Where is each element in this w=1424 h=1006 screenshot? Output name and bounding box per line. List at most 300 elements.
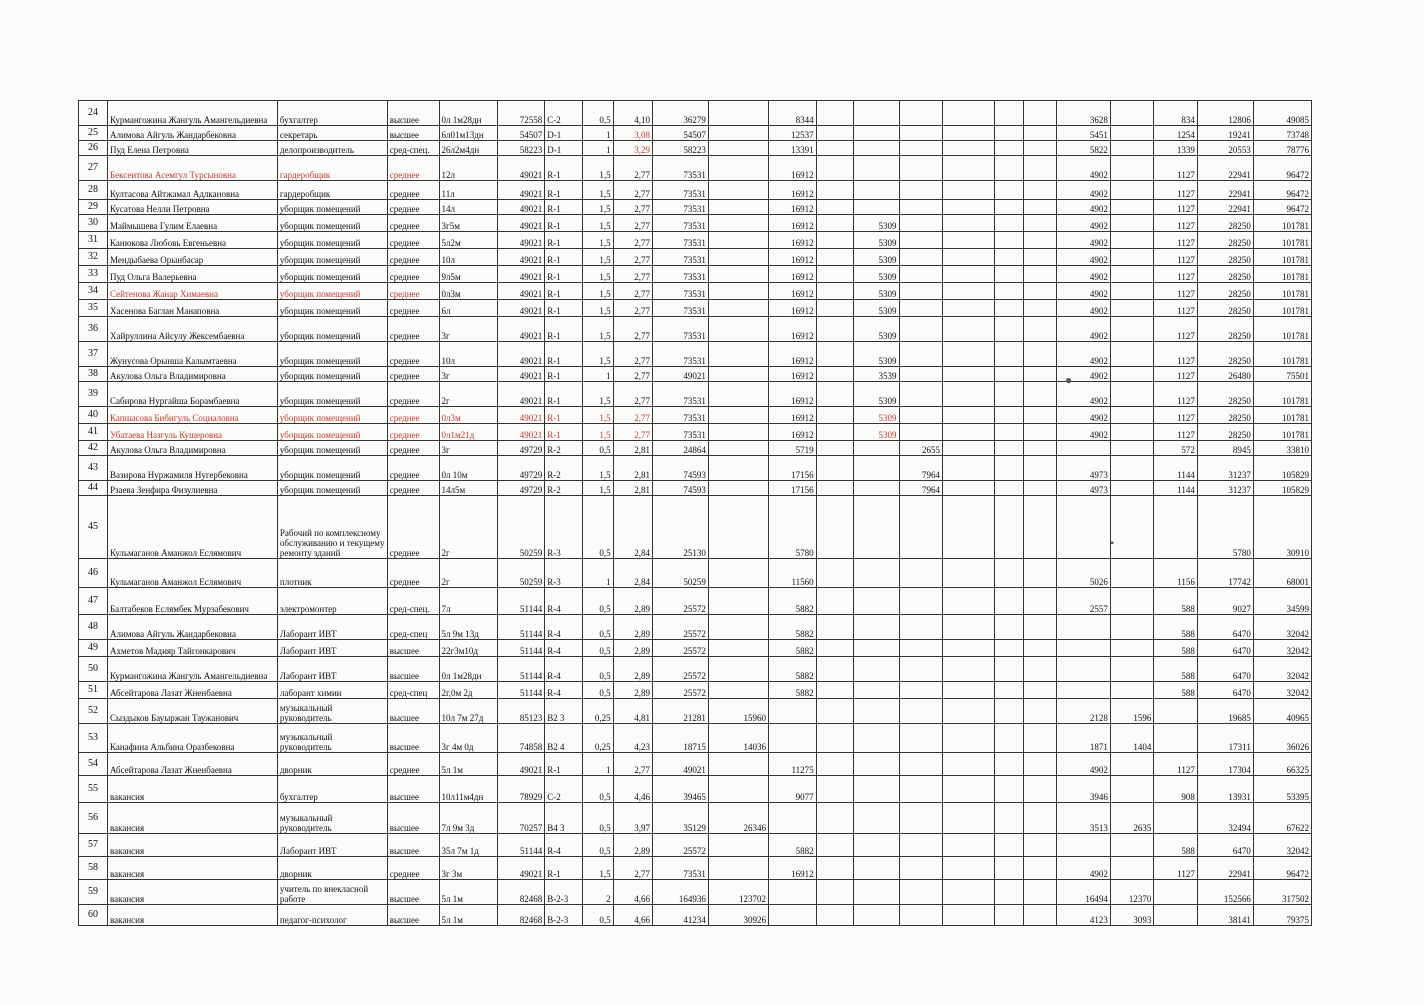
employee-name: Акулова Ольга Владимировна bbox=[108, 441, 278, 456]
col-14 bbox=[853, 776, 899, 803]
row-number: 46 bbox=[79, 559, 108, 588]
col-22: 17304 bbox=[1197, 753, 1253, 776]
row-total: 317502 bbox=[1253, 880, 1311, 905]
teacher-supplement bbox=[708, 232, 768, 249]
row-number: 56 bbox=[79, 803, 108, 834]
position: гардеробщик bbox=[277, 156, 387, 181]
col-16 bbox=[943, 424, 995, 441]
rate: 1 bbox=[582, 126, 613, 141]
row-total: 101781 bbox=[1253, 266, 1311, 283]
col-18 bbox=[1023, 367, 1056, 382]
col-13 bbox=[816, 441, 853, 456]
col-18 bbox=[1023, 342, 1056, 367]
position: лаборант химии bbox=[277, 682, 387, 699]
row-total: 40965 bbox=[1253, 699, 1311, 724]
position: уборщик помещений bbox=[277, 481, 387, 496]
coefficient: 2,81 bbox=[613, 456, 652, 481]
col-13 bbox=[816, 803, 853, 834]
grade-code: R-2 bbox=[545, 441, 582, 456]
col-22: 28250 bbox=[1197, 382, 1253, 407]
position: бухгалтер bbox=[277, 101, 387, 126]
row-total: 78776 bbox=[1253, 141, 1311, 156]
teacher-supplement: 30926 bbox=[708, 905, 768, 926]
education: среднее bbox=[387, 456, 439, 481]
col-22: 13931 bbox=[1197, 776, 1253, 803]
col-22: 31237 bbox=[1197, 481, 1253, 496]
base-salary: 49021 bbox=[497, 181, 545, 200]
col-18 bbox=[1023, 615, 1056, 640]
rate: 1,5 bbox=[582, 317, 613, 342]
position: секретарь bbox=[277, 126, 387, 141]
col-15 bbox=[899, 342, 943, 367]
row-number: 58 bbox=[79, 857, 108, 880]
col-19: 5451 bbox=[1056, 126, 1110, 141]
col-21: 588 bbox=[1154, 615, 1198, 640]
employee-name: Сейтенова Жанар Химаевна bbox=[108, 283, 278, 300]
position: уборщик помещений bbox=[277, 342, 387, 367]
row-number: 57 bbox=[79, 834, 108, 857]
table-row bbox=[79, 200, 1312, 215]
grade-code: R-1 bbox=[545, 300, 582, 317]
base-salary: 51144 bbox=[497, 682, 545, 699]
col-16 bbox=[943, 456, 995, 481]
salary-amount: 73531 bbox=[652, 156, 708, 181]
col-17 bbox=[994, 496, 1023, 559]
rate: 1,5 bbox=[582, 200, 613, 215]
col-19: 4902 bbox=[1056, 249, 1110, 266]
col-14: 5309 bbox=[853, 424, 899, 441]
teacher-supplement: 26346 bbox=[708, 803, 768, 834]
col-14 bbox=[853, 181, 899, 200]
base-salary: 49021 bbox=[497, 424, 545, 441]
experience: 6л bbox=[439, 300, 497, 317]
coefficient: 2,77 bbox=[613, 857, 652, 880]
row-total: 101781 bbox=[1253, 300, 1311, 317]
base-salary: 78929 bbox=[497, 776, 545, 803]
grade-code: R-4 bbox=[545, 588, 582, 615]
coefficient: 3,97 bbox=[613, 803, 652, 834]
employee-name: вакансия bbox=[108, 803, 278, 834]
base-salary: 49021 bbox=[497, 200, 545, 215]
education: высшее bbox=[387, 834, 439, 857]
col-22: 28250 bbox=[1197, 232, 1253, 249]
experience: 7л 9м 3д bbox=[439, 803, 497, 834]
base-salary: 51144 bbox=[497, 615, 545, 640]
table-row bbox=[79, 588, 1312, 615]
allowance: 9077 bbox=[768, 776, 816, 803]
col-17 bbox=[994, 317, 1023, 342]
rate: 1,5 bbox=[582, 283, 613, 300]
col-16 bbox=[943, 407, 995, 424]
col-18 bbox=[1023, 232, 1056, 249]
education: среднее bbox=[387, 300, 439, 317]
row-total: 96472 bbox=[1253, 181, 1311, 200]
col-16 bbox=[943, 283, 995, 300]
col-15 bbox=[899, 126, 943, 141]
coefficient: 2,89 bbox=[613, 588, 652, 615]
allowance: 16912 bbox=[768, 342, 816, 367]
col-15 bbox=[899, 588, 943, 615]
col-15 bbox=[899, 753, 943, 776]
salary-amount: 25572 bbox=[652, 588, 708, 615]
col-15 bbox=[899, 424, 943, 441]
salary-amount: 21281 bbox=[652, 699, 708, 724]
col-16 bbox=[943, 317, 995, 342]
col-16 bbox=[943, 880, 995, 905]
col-18 bbox=[1023, 857, 1056, 880]
row-number: 55 bbox=[79, 776, 108, 803]
col-16 bbox=[943, 382, 995, 407]
row-number: 48 bbox=[79, 615, 108, 640]
employee-name: Мендыбаева Орынбасар bbox=[108, 249, 278, 266]
col-13 bbox=[816, 249, 853, 266]
col-17 bbox=[994, 857, 1023, 880]
experience: 2г bbox=[439, 559, 497, 588]
teacher-supplement bbox=[708, 615, 768, 640]
allowance: 13391 bbox=[768, 141, 816, 156]
col-14 bbox=[853, 200, 899, 215]
employee-name: Маймышева Гулим Елаевна bbox=[108, 215, 278, 232]
row-total: 73748 bbox=[1253, 126, 1311, 141]
base-salary: 49021 bbox=[497, 317, 545, 342]
row-total: 79375 bbox=[1253, 905, 1311, 926]
col-15 bbox=[899, 834, 943, 857]
col-18 bbox=[1023, 441, 1056, 456]
col-21: 1127 bbox=[1154, 753, 1198, 776]
col-15 bbox=[899, 156, 943, 181]
col-16 bbox=[943, 101, 995, 126]
allowance: 16912 bbox=[768, 215, 816, 232]
col-13 bbox=[816, 857, 853, 880]
row-total: 101781 bbox=[1253, 317, 1311, 342]
row-total: 66325 bbox=[1253, 753, 1311, 776]
col-22: 28250 bbox=[1197, 300, 1253, 317]
col-13 bbox=[816, 724, 853, 753]
col-19 bbox=[1056, 496, 1110, 559]
col-16 bbox=[943, 905, 995, 926]
col-22: 19685 bbox=[1197, 699, 1253, 724]
allowance: 16912 bbox=[768, 317, 816, 342]
col-17 bbox=[994, 266, 1023, 283]
col-16 bbox=[943, 215, 995, 232]
grade-code: R-1 bbox=[545, 367, 582, 382]
col-22: 22941 bbox=[1197, 156, 1253, 181]
col-21 bbox=[1154, 699, 1198, 724]
allowance: 5882 bbox=[768, 834, 816, 857]
rate: 1 bbox=[582, 753, 613, 776]
col-17 bbox=[994, 699, 1023, 724]
col-20 bbox=[1110, 101, 1154, 126]
education: высшее bbox=[387, 905, 439, 926]
col-17 bbox=[994, 776, 1023, 803]
grade-code: B2 4 bbox=[545, 724, 582, 753]
col-19: 4902 bbox=[1056, 857, 1110, 880]
col-13 bbox=[816, 559, 853, 588]
col-20 bbox=[1110, 682, 1154, 699]
rate: 1,5 bbox=[582, 481, 613, 496]
col-22: 5780 bbox=[1197, 496, 1253, 559]
col-17 bbox=[994, 803, 1023, 834]
row-total: 32042 bbox=[1253, 834, 1311, 857]
employee-name: Кульмаганов Аманжол Еслямович bbox=[108, 559, 278, 588]
col-14 bbox=[853, 880, 899, 905]
col-18 bbox=[1023, 699, 1056, 724]
row-total: 68001 bbox=[1253, 559, 1311, 588]
coefficient: 2,77 bbox=[613, 300, 652, 317]
grade-code: R-1 bbox=[545, 181, 582, 200]
experience: 3г 4м 0д bbox=[439, 724, 497, 753]
col-21: 1127 bbox=[1154, 156, 1198, 181]
experience: 10л11м4дн bbox=[439, 776, 497, 803]
col-17 bbox=[994, 249, 1023, 266]
rate: 1,5 bbox=[582, 215, 613, 232]
col-18 bbox=[1023, 880, 1056, 905]
rate: 0,5 bbox=[582, 905, 613, 926]
rate: 1,5 bbox=[582, 382, 613, 407]
coefficient: 2,89 bbox=[613, 657, 652, 682]
employee-name: вакансия bbox=[108, 857, 278, 880]
allowance bbox=[768, 803, 816, 834]
rate: 2 bbox=[582, 880, 613, 905]
allowance: 17156 bbox=[768, 481, 816, 496]
col-13 bbox=[816, 588, 853, 615]
col-17 bbox=[994, 156, 1023, 181]
row-number: 40 bbox=[79, 407, 108, 424]
col-19: 4902 bbox=[1056, 232, 1110, 249]
col-15 bbox=[899, 300, 943, 317]
salary-amount: 73531 bbox=[652, 342, 708, 367]
position: Лаборант ИВТ bbox=[277, 615, 387, 640]
row-total: 32042 bbox=[1253, 657, 1311, 682]
col-21: 1156 bbox=[1154, 559, 1198, 588]
table-row bbox=[79, 880, 1312, 905]
allowance: 16912 bbox=[768, 382, 816, 407]
row-total: 32042 bbox=[1253, 682, 1311, 699]
col-17 bbox=[994, 232, 1023, 249]
base-salary: 49021 bbox=[497, 300, 545, 317]
rate: 0,5 bbox=[582, 682, 613, 699]
col-15 bbox=[899, 200, 943, 215]
row-number: 43 bbox=[79, 456, 108, 481]
base-salary: 49021 bbox=[497, 283, 545, 300]
position: уборщик помещений bbox=[277, 382, 387, 407]
col-14 bbox=[853, 141, 899, 156]
position: педагог-психолог bbox=[277, 905, 387, 926]
col-13 bbox=[816, 496, 853, 559]
col-20 bbox=[1110, 156, 1154, 181]
grade-code: R-1 bbox=[545, 215, 582, 232]
row-total: 33810 bbox=[1253, 441, 1311, 456]
row-number: 53 bbox=[79, 724, 108, 753]
col-14: 5309 bbox=[853, 215, 899, 232]
rate: 0,25 bbox=[582, 724, 613, 753]
col-21: 1127 bbox=[1154, 382, 1198, 407]
col-17 bbox=[994, 724, 1023, 753]
col-20 bbox=[1110, 481, 1154, 496]
education: среднее bbox=[387, 559, 439, 588]
table-row bbox=[79, 266, 1312, 283]
col-14: 5309 bbox=[853, 342, 899, 367]
col-21: 588 bbox=[1154, 682, 1198, 699]
col-15 bbox=[899, 880, 943, 905]
position: уборщик помещений bbox=[277, 232, 387, 249]
col-21: 1127 bbox=[1154, 300, 1198, 317]
col-21: 588 bbox=[1154, 657, 1198, 682]
row-total: 34599 bbox=[1253, 588, 1311, 615]
col-14 bbox=[853, 803, 899, 834]
grade-code: R-1 bbox=[545, 232, 582, 249]
col-15 bbox=[899, 699, 943, 724]
col-21: 1339 bbox=[1154, 141, 1198, 156]
col-19: 2128 bbox=[1056, 699, 1110, 724]
col-22: 12806 bbox=[1197, 101, 1253, 126]
base-salary: 49729 bbox=[497, 441, 545, 456]
col-19: 4902 bbox=[1056, 342, 1110, 367]
position: уборщик помещений bbox=[277, 367, 387, 382]
col-18 bbox=[1023, 101, 1056, 126]
col-13 bbox=[816, 481, 853, 496]
col-19: 4902 bbox=[1056, 283, 1110, 300]
teacher-supplement bbox=[708, 200, 768, 215]
teacher-supplement bbox=[708, 342, 768, 367]
position: музыкальный руководитель bbox=[277, 699, 387, 724]
employee-name: Курмангожина Жангуль Амангельдиевна bbox=[108, 657, 278, 682]
col-22: 28250 bbox=[1197, 249, 1253, 266]
col-19: 4902 bbox=[1056, 367, 1110, 382]
grade-code: R-4 bbox=[545, 834, 582, 857]
table-row bbox=[79, 657, 1312, 682]
col-21: 588 bbox=[1154, 640, 1198, 657]
experience: 7л bbox=[439, 588, 497, 615]
col-13 bbox=[816, 753, 853, 776]
col-19 bbox=[1056, 682, 1110, 699]
rate: 0,5 bbox=[582, 441, 613, 456]
base-salary: 49021 bbox=[497, 753, 545, 776]
col-20: 3093 bbox=[1110, 905, 1154, 926]
col-22: 6470 bbox=[1197, 682, 1253, 699]
row-total: 96472 bbox=[1253, 156, 1311, 181]
coefficient: 4,10 bbox=[613, 101, 652, 126]
rate: 1 bbox=[582, 559, 613, 588]
col-17 bbox=[994, 300, 1023, 317]
col-14 bbox=[853, 857, 899, 880]
employee-name: Култасова Айтжамал Адлкановна bbox=[108, 181, 278, 200]
col-15 bbox=[899, 367, 943, 382]
col-16 bbox=[943, 699, 995, 724]
teacher-supplement bbox=[708, 441, 768, 456]
position: музыкальный руководитель bbox=[277, 724, 387, 753]
coefficient: 2,89 bbox=[613, 615, 652, 640]
base-salary: 49021 bbox=[497, 156, 545, 181]
teacher-supplement bbox=[708, 181, 768, 200]
salary-amount: 25572 bbox=[652, 657, 708, 682]
col-19 bbox=[1056, 615, 1110, 640]
base-salary: 54507 bbox=[497, 126, 545, 141]
col-14 bbox=[853, 905, 899, 926]
experience: 3г 3м bbox=[439, 857, 497, 880]
col-15 bbox=[899, 382, 943, 407]
col-19 bbox=[1056, 640, 1110, 657]
base-salary: 49021 bbox=[497, 382, 545, 407]
col-13 bbox=[816, 615, 853, 640]
education: высшее bbox=[387, 699, 439, 724]
salary-amount: 24864 bbox=[652, 441, 708, 456]
col-17 bbox=[994, 880, 1023, 905]
table-row bbox=[79, 215, 1312, 232]
teacher-supplement bbox=[708, 382, 768, 407]
col-14: 5309 bbox=[853, 232, 899, 249]
col-15 bbox=[899, 317, 943, 342]
employee-name: Хайруллина Айсулу Жексембаевна bbox=[108, 317, 278, 342]
row-number: 36 bbox=[79, 317, 108, 342]
teacher-supplement bbox=[708, 141, 768, 156]
col-21: 1127 bbox=[1154, 342, 1198, 367]
col-14 bbox=[853, 640, 899, 657]
grade-code: R-1 bbox=[545, 424, 582, 441]
teacher-supplement bbox=[708, 481, 768, 496]
rate: 1,5 bbox=[582, 857, 613, 880]
col-18 bbox=[1023, 753, 1056, 776]
col-16 bbox=[943, 803, 995, 834]
col-17 bbox=[994, 382, 1023, 407]
base-salary: 72558 bbox=[497, 101, 545, 126]
col-17 bbox=[994, 441, 1023, 456]
employee-name: Пуд Ольга Валерьевна bbox=[108, 266, 278, 283]
table-row bbox=[79, 905, 1312, 926]
salary-amount: 73531 bbox=[652, 857, 708, 880]
salary-amount: 73531 bbox=[652, 200, 708, 215]
education: среднее bbox=[387, 857, 439, 880]
grade-code: C-2 bbox=[545, 101, 582, 126]
col-15 bbox=[899, 232, 943, 249]
col-18 bbox=[1023, 905, 1056, 926]
employee-name: Сыздыков Бауыржан Таужанович bbox=[108, 699, 278, 724]
col-18 bbox=[1023, 481, 1056, 496]
col-14 bbox=[853, 101, 899, 126]
base-salary: 85123 bbox=[497, 699, 545, 724]
col-20 bbox=[1110, 559, 1154, 588]
employee-name: Рзаева Зенфира Физулиевна bbox=[108, 481, 278, 496]
employee-name: Абсейтарова Лазат Жненбаевна bbox=[108, 753, 278, 776]
coefficient: 3,08 bbox=[613, 126, 652, 141]
col-18 bbox=[1023, 382, 1056, 407]
col-17 bbox=[994, 215, 1023, 232]
col-22: 32494 bbox=[1197, 803, 1253, 834]
table-row bbox=[79, 724, 1312, 753]
col-21 bbox=[1154, 803, 1198, 834]
allowance: 16912 bbox=[768, 300, 816, 317]
col-21: 908 bbox=[1154, 776, 1198, 803]
col-18 bbox=[1023, 834, 1056, 857]
base-salary: 49021 bbox=[497, 266, 545, 283]
col-15: 2655 bbox=[899, 441, 943, 456]
row-total: 101781 bbox=[1253, 342, 1311, 367]
rate: 0,5 bbox=[582, 834, 613, 857]
education: высшее bbox=[387, 880, 439, 905]
allowance: 16912 bbox=[768, 407, 816, 424]
col-20 bbox=[1110, 640, 1154, 657]
rate: 1,5 bbox=[582, 342, 613, 367]
experience: 3г bbox=[439, 317, 497, 342]
col-21: 1127 bbox=[1154, 367, 1198, 382]
rate: 0,5 bbox=[582, 776, 613, 803]
col-13 bbox=[816, 141, 853, 156]
employee-name: Убатаева Назгуль Кушеровна bbox=[108, 424, 278, 441]
position: учитель по внекласной работе bbox=[277, 880, 387, 905]
salary-amount: 74593 bbox=[652, 456, 708, 481]
col-16 bbox=[943, 232, 995, 249]
col-20 bbox=[1110, 215, 1154, 232]
